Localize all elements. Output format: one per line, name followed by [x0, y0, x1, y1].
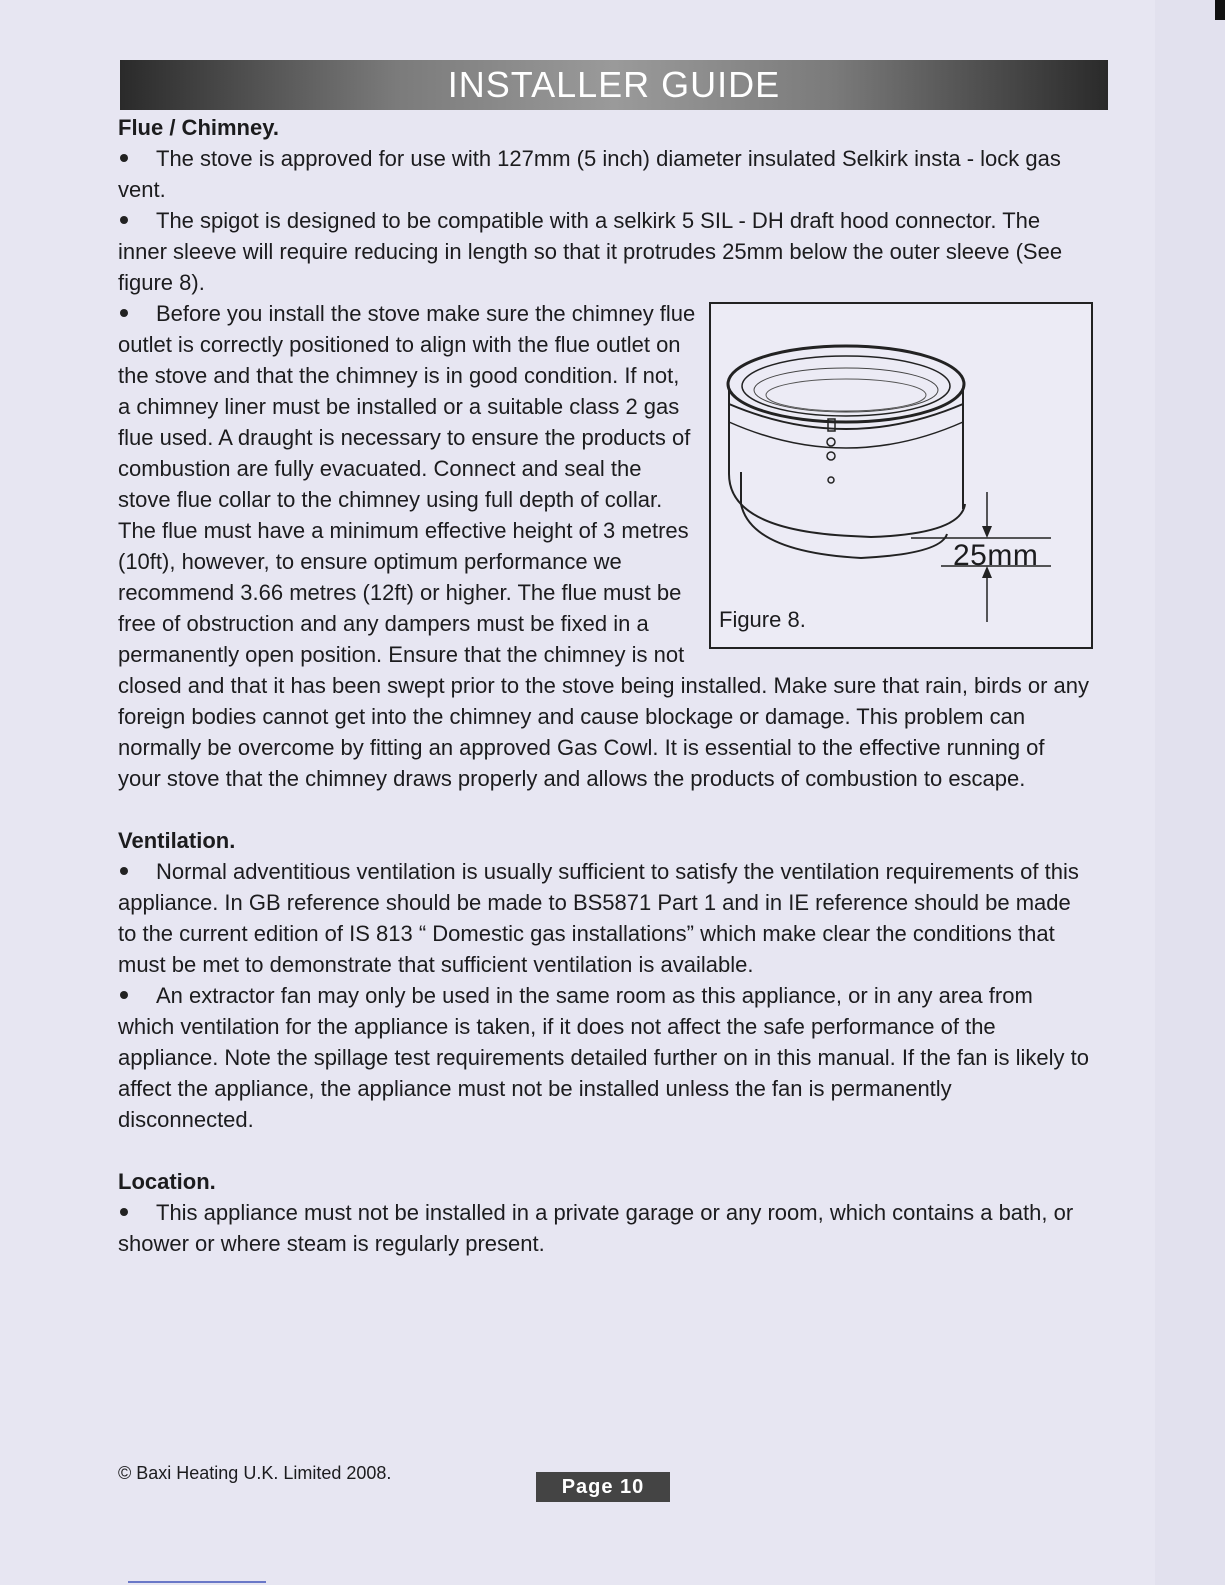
scan-edge-line	[128, 1581, 266, 1583]
location-paragraph-1	[118, 1197, 1093, 1259]
flue-collar-illustration	[711, 304, 1091, 647]
flue-paragraph-1-text: The stove is approved for use with 127mm (5 inch) diameter insulated Selkirk insta - lock gas vent.	[118, 146, 1061, 202]
ventilation-paragraph-1-text: Normal adventitious ventilation is usually sufficient to satisfy the ventilation requirements of this appliance. In GB reference should be made to BS5871 Part 1 and in IE reference should be made to the current edition of IS 813 “ Domestic gas installations” which make clear the conditions that must be met to demonstrate that sufficient ventilation is available.	[118, 859, 1079, 977]
location-paragraph-1-text: This appliance must not be installed in a private garage or any room, which contains a bath, or shower or where steam is regularly present.	[118, 1200, 1074, 1256]
flue-paragraph-3-text: Before you install the stove make sure the chimney flue outlet is correctly positioned to align with the flue outlet on the stove and that the chimney is in good condition. If not, a chimney liner must be installed or a suitable class 2 gas flue used. A draught is necessary to ensure the products of combustion are fully evacuated. Connect and seal the stove flue collar to the chimney using full depth of collar. The flue must have a minimum effective height of 3 metres (10ft), however, to ensure optimum performance we recommend 3.66 metres (12ft) or higher. The flue must be free of obstruction and any dampers must be fixed in a permanently open position. Ensure that the chimney is not closed and that it has been swept prior to the stove being installed. Make sure that rain, birds or any foreign bodies cannot get into the chimney and cause blockage or damage. This problem can normally be overcome by fitting an approved Gas Cowl. It is essential to the effective running of your stove that the chimney draws properly and allows the products of combustion to escape.	[118, 301, 1089, 791]
flue-heading: Flue / Chimney.	[118, 115, 279, 140]
figure-caption: Figure 8.	[719, 607, 806, 632]
flue-paragraph-1	[118, 143, 1093, 205]
scan-corner-mark	[1215, 0, 1225, 20]
dimension-label: 25mm	[953, 539, 1039, 572]
page-number-badge: Page 10	[536, 1472, 670, 1502]
location-heading: Location.	[118, 1169, 216, 1194]
flue-paragraph-2	[118, 205, 1093, 298]
page-edge-strip	[1155, 0, 1225, 1585]
ventilation-paragraph-2	[118, 980, 1093, 1135]
ventilation-paragraph-2-text: An extractor fan may only be used in the same room as this appliance, or in any area from which ventilation for the appliance is taken, if it does not affect the safe performance of the appliance. Note the spillage test requirements detailed further on in this manual. If the fan is likely to affect the appliance, the appliance must not be installed unless the fan is permanently disconnected.	[118, 983, 1089, 1132]
copyright-notice: © Baxi Heating U.K. Limited 2008.	[118, 1463, 392, 1483]
section-banner: INSTALLER GUIDE	[120, 60, 1108, 110]
section-spacer	[118, 794, 1093, 825]
ventilation-paragraph-1	[118, 856, 1093, 980]
figure-8	[709, 302, 1093, 649]
flue-paragraph-2-text: The spigot is designed to be compatible with a selkirk 5 SIL - DH draft hood connector. The inner sleeve will require reducing in length so that it protrudes 25mm below the outer sleeve (See figure 8).	[118, 208, 1063, 295]
section-spacer	[118, 1135, 1093, 1166]
main-content	[118, 112, 1093, 1259]
ventilation-heading: Ventilation.	[118, 828, 236, 853]
